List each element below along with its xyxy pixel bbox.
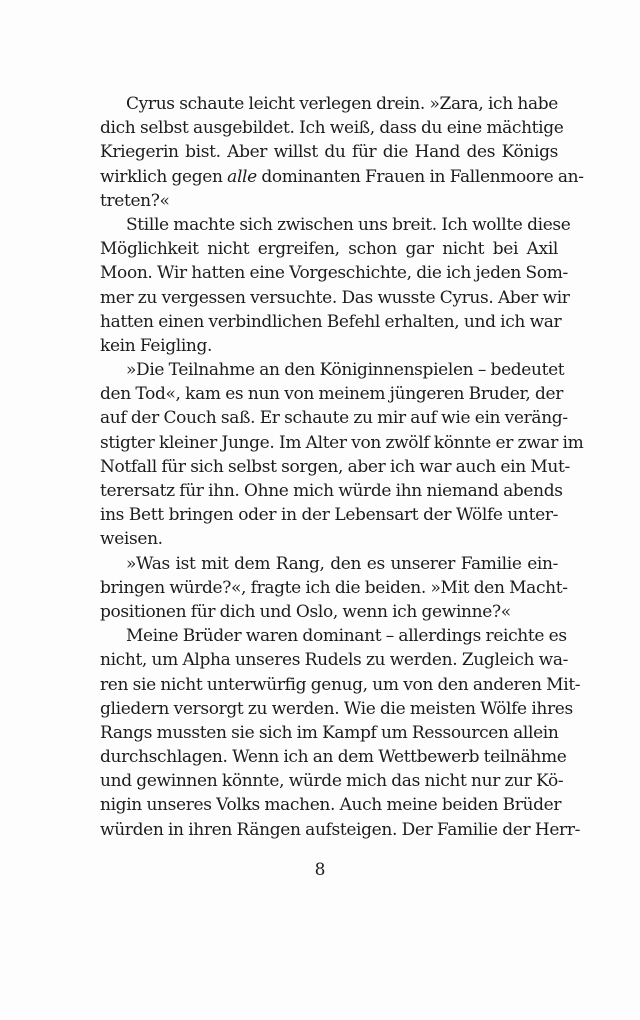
text-line: gliedern versorgt zu werden. Wie die meisten Wölfe ihres (100, 698, 573, 719)
paragraph (100, 213, 571, 358)
text-line (100, 165, 584, 189)
text-line: kein Feigling. (100, 335, 213, 356)
text-line: ins Bett bringen oder in der Lebensart der Wölfe unter- (100, 505, 558, 526)
text-line: treten?« (100, 190, 170, 211)
body-text (100, 92, 584, 842)
text-line: positionen für dich und Oslo, wenn ich gewinne?« (100, 601, 511, 622)
text-line: durchschlagen. Wenn ich an dem Wettbewerb teilnähme (100, 747, 567, 768)
text-line: dich selbst ausgebildet. Ich weiß, dass du eine mächtige (100, 118, 564, 139)
text-line: Cyrus schaute leicht verlegen drein. »Zara, ich habe (126, 94, 558, 114)
text-line: den Tod«, kam es nun von meinem jüngeren Bruder, der (100, 384, 563, 405)
text-line: »Die Teilnahme an den Königinnenspielen – bedeutet (126, 360, 565, 381)
text-line: würden in ihren Rängen aufsteigen. Der Familie der Herr- (100, 819, 580, 840)
text-line: Notfall für sich selbst sorgen, aber ich war auch ein Mut- (100, 456, 570, 477)
text-line: Möglichkeit nicht ergreifen, schon gar nicht bei Axil (100, 239, 558, 260)
text-segment: dominanten Frauen in Fallenmoore an- (256, 166, 584, 187)
paragraph (100, 92, 584, 213)
paragraph (100, 358, 584, 552)
text-line: stigter kleiner Junge. Im Alter von zwölf könnte er zwar im (100, 432, 584, 453)
emphasis: alle (227, 166, 257, 187)
text-line: mer zu vergessen versuchte. Das wusste Cyrus. Aber wir (100, 287, 570, 308)
text-line: bringen würde?«, fragte ich die beiden. »Mit den Macht- (100, 577, 568, 598)
text-line: Meine Brüder waren dominant – allerdings reichte es (126, 626, 567, 647)
text-segment: wirklich gegen (100, 166, 228, 187)
text-line: nigin unseres Volks machen. Auch meine beiden Brüder (100, 795, 562, 816)
text-line: auf der Couch saß. Er schaute zu mir auf wie ein veräng- (100, 408, 568, 429)
text-line: »Was ist mit dem Rang, den es unserer Familie ein- (126, 553, 558, 574)
text-line: Stille machte sich zwischen uns breit. Ich wollte diese (126, 214, 571, 235)
text-line: Rangs mussten sie sich im Kampf um Ressourcen allein (100, 722, 559, 743)
paragraph (100, 552, 568, 625)
text-line: und gewinnen könnte, würde mich das nicht nur zur Kö- (100, 771, 564, 792)
paragraph (100, 624, 581, 842)
text-line: terersatz für ihn. Ohne mich würde ihn niemand abends (100, 481, 563, 501)
text-line: nicht, um Alpha unseres Rudels zu werden. Zugleich wa- (100, 650, 569, 671)
text-line: hatten einen verbindlichen Befehl erhalten, und ich war (100, 311, 562, 332)
text-line: Moon. Wir hatten eine Vorgeschichte, die ich jeden Som- (100, 263, 568, 284)
text-line: Kriegerin bist. Aber willst du für die Hand des Königs (100, 142, 558, 163)
page-number: 8 (314, 860, 326, 880)
text-line: weisen. (100, 529, 163, 550)
text-line: ren sie nicht unterwürfig genug, um von den anderen Mit- (100, 674, 581, 695)
